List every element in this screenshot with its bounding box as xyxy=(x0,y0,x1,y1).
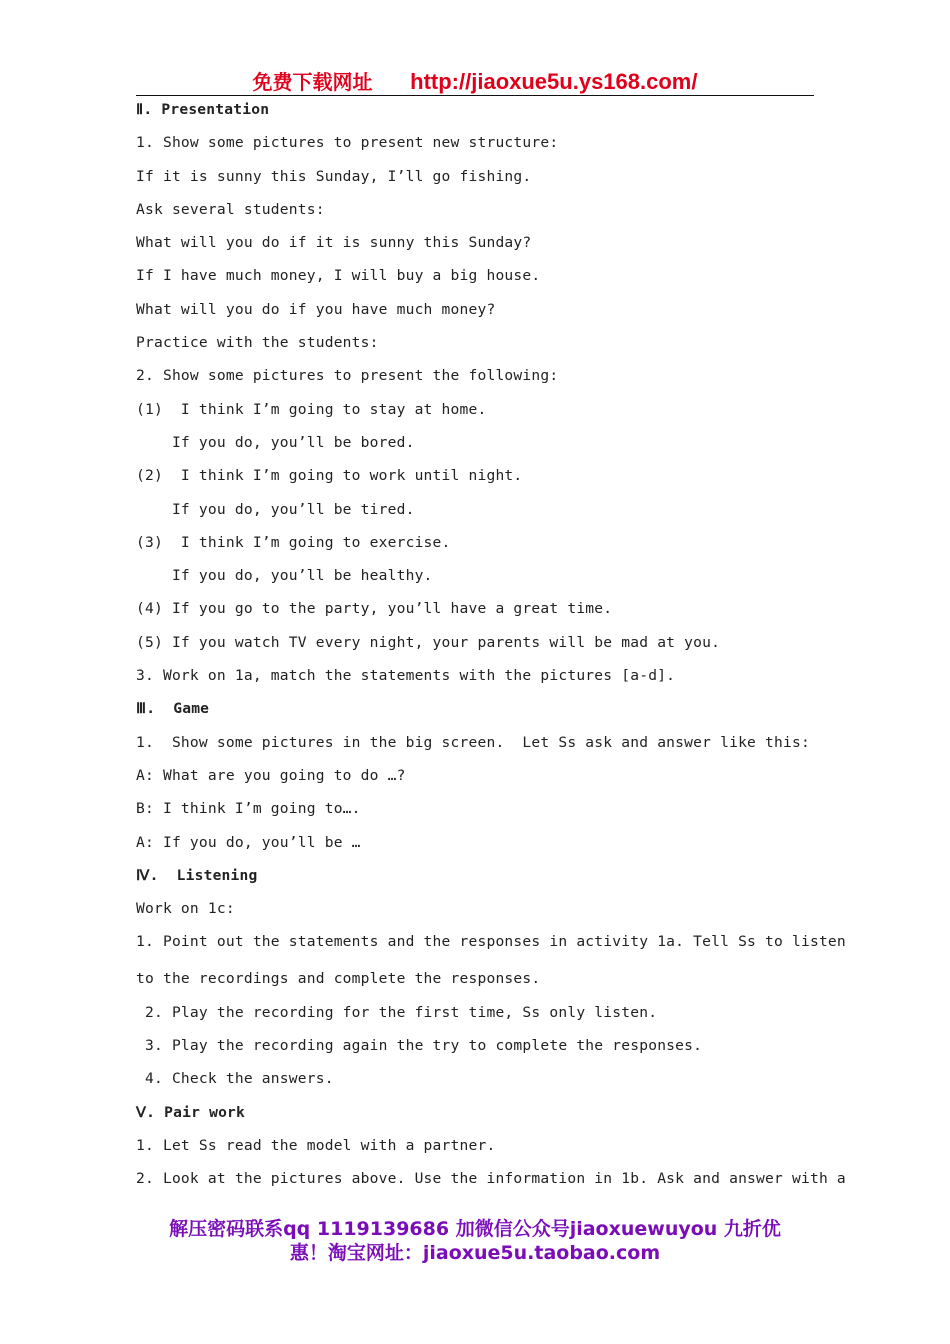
text-line: If you do, you’ll be bored. xyxy=(136,433,415,451)
header-divider xyxy=(136,95,814,96)
text-line: 1. Point out the statements and the responses in activity 1a. Tell Ss to listen xyxy=(136,933,846,951)
text-line: 2. Look at the pictures above. Use the information in 1b. Ask and answer with a xyxy=(136,1170,846,1188)
text-line: 1. Show some pictures in the big screen. Let Ss ask and answer like this: xyxy=(136,733,810,751)
section-heading-listening: Ⅳ. Listening xyxy=(136,866,258,884)
text-line: (2) I think I’m going to work until night. xyxy=(136,467,523,485)
text-line: If you do, you’ll be tired. xyxy=(136,500,415,518)
text-line: 1. Show some pictures to present new structure: xyxy=(136,134,559,152)
text-line: (3) I think I’m going to exercise. xyxy=(136,533,451,551)
page-footer xyxy=(0,1217,950,1265)
text-line: B: I think I’m going to…. xyxy=(136,800,361,818)
section-heading-pair-work: Ⅴ. Pair work xyxy=(136,1103,246,1121)
text-line: If it is sunny this Sunday, I’ll go fishing. xyxy=(136,167,532,185)
page-header xyxy=(0,66,950,95)
text-line: Ask several students: xyxy=(136,200,325,218)
text-line: (5) If you watch TV every night, your parents will be mad at you. xyxy=(136,633,721,651)
section-heading-presentation: Ⅱ. Presentation xyxy=(136,101,270,118)
header-url[interactable]: http://jiaoxue5u.ys168.com/ xyxy=(410,69,698,94)
text-line: 2. Play the recording for the first time, Ss only listen. xyxy=(136,1003,658,1021)
header-chinese-text: 免费下载网址 xyxy=(252,70,373,94)
text-line: (4) If you go to the party, you’ll have a great time. xyxy=(136,600,613,618)
section-heading-game: Ⅲ. Game xyxy=(136,700,210,718)
text-line: Work on 1c: xyxy=(136,900,235,918)
text-line: 3. Play the recording again the try to complete the responses. xyxy=(136,1037,703,1055)
text-line: Practice with the students: xyxy=(136,334,379,352)
text-line: A: What are you going to do …? xyxy=(136,766,406,784)
text-line: What will you do if it is sunny this Sunday? xyxy=(136,234,532,252)
text-line: 1. Let Ss read the model with a partner. xyxy=(136,1136,496,1154)
text-line: If you do, you’ll be healthy. xyxy=(136,567,433,585)
footer-line-2: 惠！淘宝网址：jiaoxue5u.taobao.com xyxy=(289,1242,661,1264)
text-line: to the recordings and complete the responses. xyxy=(136,970,541,988)
text-line: 3. Work on 1a, match the statements with the pictures [a-d]. xyxy=(136,667,676,685)
text-line: What will you do if you have much money? xyxy=(136,300,496,318)
document-body xyxy=(136,98,846,1201)
text-line: If I have much money, I will buy a big house. xyxy=(136,267,541,285)
text-line: (1) I think I’m going to stay at home. xyxy=(136,400,487,418)
text-line: 4. Check the answers. xyxy=(136,1070,334,1088)
text-line: 2. Show some pictures to present the following: xyxy=(136,367,559,385)
footer-line-1: 解压密码联系qq 1119139686 加微信公众号jiaoxuewuyou 九折优 xyxy=(169,1218,781,1240)
text-line: A: If you do, you’ll be … xyxy=(136,833,361,851)
